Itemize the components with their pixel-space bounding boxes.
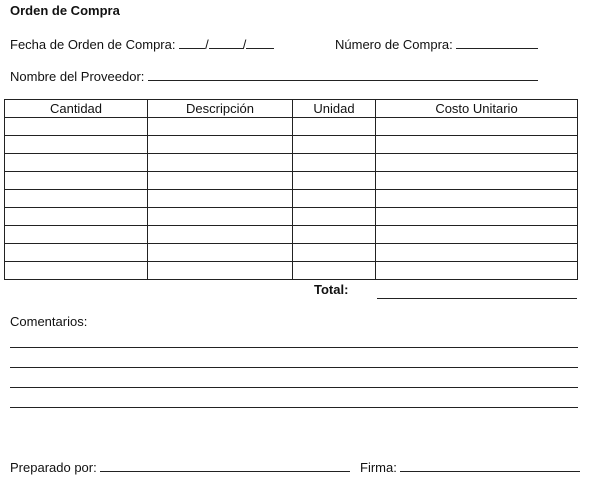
- prepared-by-blank[interactable]: [100, 459, 350, 472]
- items-table-header: [5, 100, 578, 118]
- table-row: [5, 226, 578, 244]
- cell-unit[interactable]: [293, 172, 376, 190]
- cell-quantity[interactable]: [5, 208, 148, 226]
- cell-unit-cost[interactable]: [376, 190, 578, 208]
- table-row: [5, 262, 578, 280]
- form-title: Orden de Compra: [10, 3, 120, 18]
- comment-line[interactable]: [10, 355, 578, 368]
- supplier-name-field: [10, 68, 538, 84]
- cell-description[interactable]: [148, 208, 293, 226]
- order-date-year-blank[interactable]: [246, 36, 274, 49]
- cell-description[interactable]: [148, 262, 293, 280]
- supplier-name-blank[interactable]: [148, 68, 538, 81]
- cell-unit[interactable]: [293, 118, 376, 136]
- table-row: [5, 154, 578, 172]
- order-number-blank[interactable]: [456, 36, 538, 49]
- order-date-day-blank[interactable]: [179, 36, 205, 49]
- comments-label: Comentarios:: [10, 314, 88, 329]
- total-label: Total:: [314, 282, 349, 297]
- date-separator: /: [205, 37, 209, 52]
- cell-description[interactable]: [148, 118, 293, 136]
- cell-unit[interactable]: [293, 190, 376, 208]
- cell-unit[interactable]: [293, 226, 376, 244]
- signature-label: Firma:: [360, 460, 397, 475]
- table-row: [5, 190, 578, 208]
- cell-unit-cost[interactable]: [376, 118, 578, 136]
- column-header-unit: Unidad: [293, 100, 376, 118]
- prepared-by-label: Preparado por:: [10, 460, 97, 475]
- cell-quantity[interactable]: [5, 244, 148, 262]
- cell-unit-cost[interactable]: [376, 262, 578, 280]
- cell-unit-cost[interactable]: [376, 208, 578, 226]
- date-separator: /: [242, 37, 247, 52]
- cell-unit[interactable]: [293, 208, 376, 226]
- signature-field: [360, 459, 580, 475]
- order-date-label: Fecha de Orden de Compra:: [10, 37, 176, 52]
- order-date-month-blank[interactable]: [209, 36, 243, 49]
- cell-unit-cost[interactable]: [376, 244, 578, 262]
- cell-quantity[interactable]: [5, 226, 148, 244]
- comment-line[interactable]: [10, 375, 578, 388]
- order-date-field: [10, 36, 274, 52]
- items-table: [4, 99, 578, 280]
- cell-description[interactable]: [148, 172, 293, 190]
- order-number-label: Número de Compra:: [335, 37, 453, 52]
- table-row: [5, 172, 578, 190]
- total-blank[interactable]: [377, 286, 577, 299]
- cell-unit[interactable]: [293, 262, 376, 280]
- cell-quantity[interactable]: [5, 154, 148, 172]
- cell-quantity[interactable]: [5, 172, 148, 190]
- cell-quantity[interactable]: [5, 118, 148, 136]
- prepared-by-field: [10, 459, 350, 475]
- signature-blank[interactable]: [400, 459, 580, 472]
- supplier-name-label: Nombre del Proveedor:: [10, 69, 145, 84]
- cell-quantity[interactable]: [5, 136, 148, 154]
- cell-unit[interactable]: [293, 244, 376, 262]
- cell-unit[interactable]: [293, 154, 376, 172]
- cell-unit-cost[interactable]: [376, 154, 578, 172]
- column-header-unit-cost: Costo Unitario: [376, 100, 578, 118]
- cell-description[interactable]: [148, 154, 293, 172]
- cell-description[interactable]: [148, 190, 293, 208]
- column-header-description: Descripción: [148, 100, 293, 118]
- comment-line[interactable]: [10, 335, 578, 348]
- cell-quantity[interactable]: [5, 262, 148, 280]
- comment-line[interactable]: [10, 395, 578, 408]
- cell-quantity[interactable]: [5, 190, 148, 208]
- cell-unit-cost[interactable]: [376, 226, 578, 244]
- cell-description[interactable]: [148, 244, 293, 262]
- order-number-field: [335, 36, 538, 52]
- cell-description[interactable]: [148, 226, 293, 244]
- table-row: [5, 118, 578, 136]
- cell-unit[interactable]: [293, 136, 376, 154]
- cell-description[interactable]: [148, 136, 293, 154]
- column-header-quantity: Cantidad: [5, 100, 148, 118]
- table-row: [5, 244, 578, 262]
- table-row: [5, 136, 578, 154]
- table-row: [5, 208, 578, 226]
- cell-unit-cost[interactable]: [376, 172, 578, 190]
- cell-unit-cost[interactable]: [376, 136, 578, 154]
